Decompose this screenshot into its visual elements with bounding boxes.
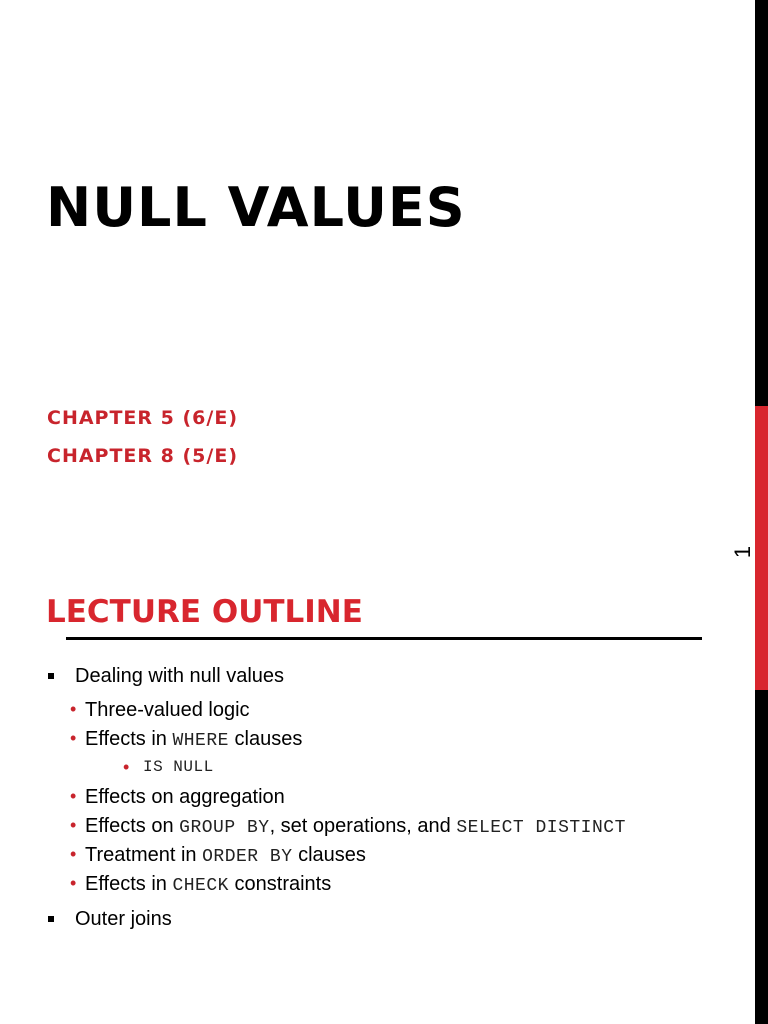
code-keyword: GROUP BY <box>179 818 270 838</box>
subtitle-chapter-5e: CHAPTER 8 (5/E) <box>47 445 239 467</box>
dot-bullet-icon: • <box>70 699 77 719</box>
section-divider <box>66 637 702 640</box>
dot-bullet-icon: • <box>70 786 77 806</box>
dot-bullet-icon: • <box>70 844 77 864</box>
outline-text: Effects on GROUP BY, set operations, and SELECT DISTINCT <box>85 815 626 838</box>
slide-title: NULL VALUES <box>46 176 466 239</box>
outline-text: Effects on aggregation <box>85 786 285 808</box>
side-accent-bar <box>755 406 768 690</box>
outline-text: Three-valued logic <box>85 699 250 721</box>
dot-bullet-icon: • <box>70 815 77 835</box>
code-keyword: CHECK <box>172 876 229 896</box>
section-title: LECTURE OUTLINE <box>46 594 363 630</box>
slide-number: 1 <box>730 545 755 559</box>
square-bullet-icon <box>48 916 54 922</box>
code-keyword: SELECT DISTINCT <box>456 818 626 838</box>
outline-text: Outer joins <box>75 908 172 930</box>
code-keyword: WHERE <box>172 731 229 751</box>
square-bullet-icon <box>48 673 54 679</box>
outline-text: Treatment in ORDER BY clauses <box>85 844 366 867</box>
dot-bullet-icon: • <box>70 728 77 748</box>
dot-bullet-icon: • <box>123 757 130 777</box>
dot-bullet-icon: • <box>70 873 77 893</box>
code-keyword: ORDER BY <box>202 847 293 867</box>
outline-text: Effects in WHERE clauses <box>85 728 303 751</box>
subtitle-chapter-6e: CHAPTER 5 (6/E) <box>47 407 239 429</box>
outline-text: Dealing with null values <box>75 665 285 687</box>
outline-text: Effects in CHECK constraints <box>85 873 332 896</box>
code-keyword: IS NULL <box>143 758 214 776</box>
